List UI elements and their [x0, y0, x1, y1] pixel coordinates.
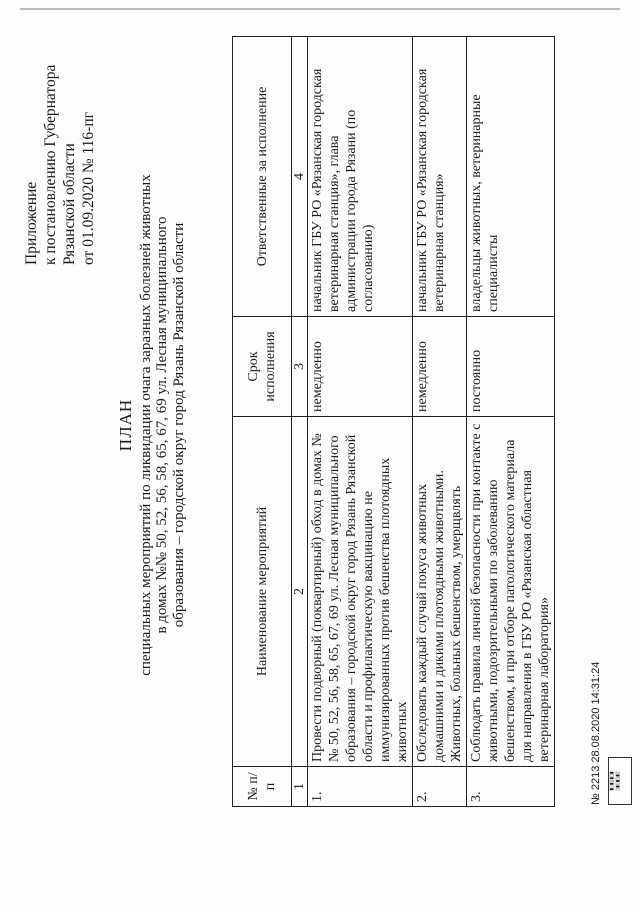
- appendix-line-1: Приложение: [23, 181, 40, 265]
- header-term: Срок исполнения: [233, 317, 292, 417]
- column-number: 1: [292, 767, 308, 807]
- registration-stamp-icon: ▮▯▮▯▮▯▮ ▯▮▯▮▯▮▯: [608, 757, 632, 805]
- appendix-line-2: к постановлению Губернатора: [42, 64, 59, 265]
- row-term: немедленно: [308, 317, 413, 417]
- title-line-1: специальных мероприятий по ликвидации очага заразных болезней животных: [137, 174, 154, 676]
- row-action: Обследовать каждый случай покуса животных домашними и дикими плотоядными животными. Животных, больных бешенством, умерщвлять: [413, 417, 467, 767]
- appendix-line-3: Рязанской области: [61, 143, 78, 265]
- row-responsible: начальник ГБУ РО «Рязанская городская ветеринарная станция», глава администрации города Рязани (по согласованию): [308, 37, 413, 317]
- header-num: № п/п: [233, 767, 292, 807]
- appendix-line-4: от 01.09.2020 № 116-пг: [80, 112, 97, 265]
- header-responsible: Ответственные за исполнение: [233, 37, 292, 317]
- title-line-2: в домах №№ 50, 52, 56, 58, 65, 67, 69 ул. Лесная муниципального: [154, 216, 170, 634]
- row-action: Провести подворный (поквартирный) обход в домах №№ 50, 52, 56, 58, 65, 67, 69 ул. Лесная муниципального образования – городской округ город Рязань Рязанской области и профилактическую вакцинацию не иммунизированных против бешенства плотоядных животных: [308, 417, 413, 767]
- column-number: 3: [292, 317, 308, 417]
- table-row: [413, 37, 467, 807]
- plan-table: [232, 36, 555, 807]
- row-number: 2.: [413, 767, 467, 807]
- document-title: [118, 145, 187, 705]
- registration-stamp-text: № 2213 28.08.2020 14:31:24: [590, 661, 602, 805]
- row-action: Соблюдать правила личной безопасности при контакте с животными, подозрительными по заболеванию бешенством, и при отборе патологического материала для направления в ГБУ РО «Рязанская областная ветеринарная лаборатория»: [467, 417, 555, 767]
- column-number: 2: [292, 417, 308, 767]
- table-header-row: [233, 37, 292, 807]
- row-term: немедленно: [413, 317, 467, 417]
- column-number-row: [292, 37, 308, 807]
- row-number: 3.: [467, 767, 555, 807]
- table-row: [308, 37, 413, 807]
- column-number: 4: [292, 37, 308, 317]
- header-action: Наименование мероприятий: [233, 417, 292, 767]
- row-number: 1.: [308, 767, 413, 807]
- row-responsible: начальник ГБУ РО «Рязанская городская ветеринарная станция»: [413, 37, 467, 317]
- title-plan: ПЛАН: [116, 398, 135, 452]
- table-row: [467, 37, 555, 807]
- title-line-3: образования – городской округ город Рязань Рязанской области: [170, 222, 187, 628]
- row-term: постоянно: [467, 317, 555, 417]
- appendix-block: [22, 15, 98, 265]
- row-responsible: владельцы животных, ветеринарные специалисты: [467, 37, 555, 317]
